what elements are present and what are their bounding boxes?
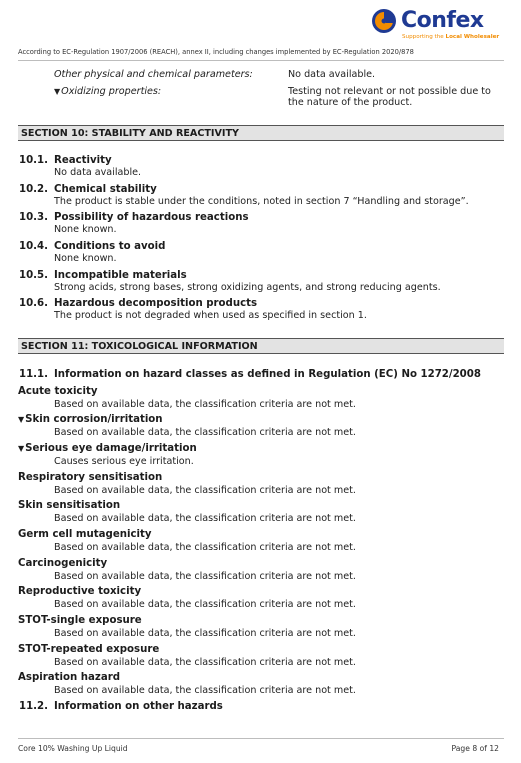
hazard-class-title: STOT-single exposure [18, 615, 142, 626]
subsection-text: None known. [54, 224, 117, 235]
subsection-number: 11.2. [19, 701, 49, 712]
subsection-text: No data available. [54, 167, 142, 178]
hazard-class-title: Skin sensitisation [18, 500, 121, 511]
hazard-class-text: Based on available data, the classification criteria are not met. [54, 685, 356, 696]
section-heading: SECTION 11: TOXICOLOGICAL INFORMATION [18, 338, 504, 354]
subsection-title: Conditions to avoid [54, 241, 166, 252]
section-heading: SECTION 10: STABILITY AND REACTIVITY [18, 125, 504, 141]
subsection-title: Reactivity [54, 155, 112, 166]
subsection-number: 10.5. [19, 270, 49, 281]
hazard-class-title: Respiratory sensitisation [18, 472, 163, 483]
property-value: Testing not relevant or not possible due to [288, 86, 491, 97]
hazard-class-text: Based on available data, the classification criteria are not met. [54, 571, 356, 582]
hazard-class-title: ▼Serious eye damage/irritation [18, 443, 197, 454]
header-divider [18, 60, 504, 61]
hazard-class-title: Germ cell mutagenicity [18, 529, 152, 540]
hazard-class-text: Based on available data, the classification criteria are not met. [54, 485, 356, 496]
subsection-text: The product is not degraded when used as specified in section 1. [54, 310, 367, 321]
subsection-number: 10.1. [19, 155, 49, 166]
revision-marker-icon: ▼ [18, 415, 25, 424]
subsection-number: 10.3. [19, 212, 49, 223]
hazard-class-title: STOT-repeated exposure [18, 644, 160, 655]
hazard-class-title: ▼Skin corrosion/irritation [18, 414, 163, 425]
subsection-text: Strong acids, strong bases, strong oxidizing agents, and strong reducing agents. [54, 282, 441, 293]
revision-marker-icon: ▼ [54, 87, 61, 96]
subsection-title: Incompatible materials [54, 270, 187, 281]
subsection-title: Possibility of hazardous reactions [54, 212, 249, 223]
regulation-line: According to EC-Regulation 1907/2006 (REACH), annex II, including changes implemented by EC-Regulation 2020/878 [18, 48, 414, 56]
confex-c-icon [371, 8, 397, 34]
subsection-title: Information on other hazards [54, 701, 223, 712]
hazard-class-text: Causes serious eye irritation. [54, 456, 194, 467]
hazard-class-title: Reproductive toxicity [18, 586, 142, 597]
hazard-class-text: Based on available data, the classification criteria are not met. [54, 427, 356, 438]
subsection-title: Information on hazard classes as defined in Regulation (EC) No 1272/2008 [54, 369, 481, 380]
footer-divider [18, 738, 504, 739]
hazard-class-title: Acute toxicity [18, 386, 98, 397]
property-label: ▼Oxidizing properties: [54, 86, 162, 97]
hazard-class-text: Based on available data, the classification criteria are not met. [54, 513, 356, 524]
subsection-number: 10.6. [19, 298, 49, 309]
logo-wordmark: Confex [401, 8, 484, 33]
subsection-text: None known. [54, 253, 117, 264]
hazard-class-title: Carcinogenicity [18, 558, 108, 569]
property-value: the nature of the product. [288, 97, 413, 108]
subsection-number: 11.1. [19, 369, 49, 380]
logo-tagline: Supporting the Local Wholesaler [402, 34, 500, 40]
page-number: Page 8 of 12 [451, 744, 499, 753]
property-label: Other physical and chemical parameters: [54, 69, 253, 80]
confex-logo [371, 6, 501, 44]
subsection-text: The product is stable under the conditions, noted in section 7 “Handling and storage”. [54, 196, 469, 207]
hazard-class-title: Aspiration hazard [18, 672, 121, 683]
hazard-class-text: Based on available data, the classification criteria are not met. [54, 628, 356, 639]
subsection-title: Hazardous decomposition products [54, 298, 258, 309]
revision-marker-icon: ▼ [18, 444, 25, 453]
hazard-class-text: Based on available data, the classification criteria are not met. [54, 657, 356, 668]
footer-product-name: Core 10% Washing Up Liquid [18, 744, 128, 753]
subsection-number: 10.4. [19, 241, 49, 252]
hazard-class-text: Based on available data, the classification criteria are not met. [54, 399, 356, 410]
property-value: No data available. [288, 69, 376, 80]
subsection-number: 10.2. [19, 184, 49, 195]
hazard-class-text: Based on available data, the classification criteria are not met. [54, 542, 356, 553]
hazard-class-text: Based on available data, the classification criteria are not met. [54, 599, 356, 610]
subsection-title: Chemical stability [54, 184, 157, 195]
